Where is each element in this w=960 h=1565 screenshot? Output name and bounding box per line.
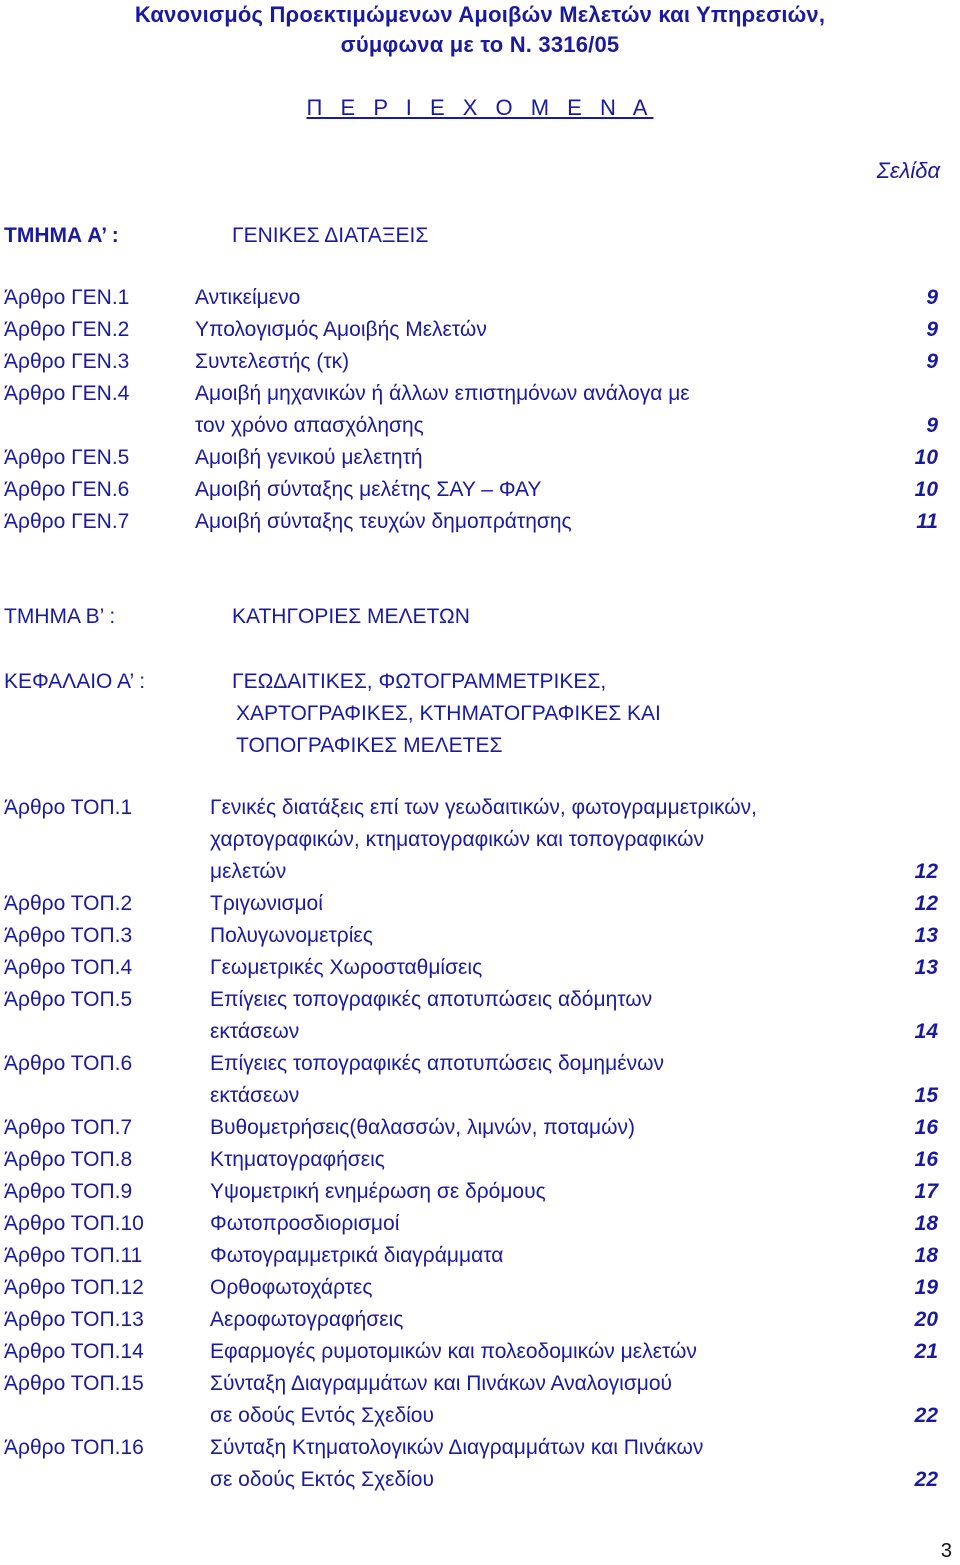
- page-number: 13: [914, 924, 938, 947]
- page-number: 13: [914, 956, 938, 979]
- page-number: 16: [914, 1148, 938, 1171]
- toc-entry[interactable]: [0, 892, 960, 922]
- article-number: Άρθρο ΤΟΠ.13: [4, 1308, 144, 1331]
- article-number: Άρθρο ΤΟΠ.1: [4, 796, 133, 819]
- article-number: Άρθρο ΤΟΠ.7: [4, 1116, 133, 1139]
- section-b-title: ΚΑΤΗΓΟΡΙΕΣ ΜΕΛΕΤΩΝ: [232, 605, 470, 628]
- toc-entry[interactable]: [0, 1340, 960, 1370]
- toc-entry[interactable]: [0, 988, 960, 1018]
- article-number: Άρθρο ΓΕΝ.6: [4, 478, 130, 501]
- toc-entry[interactable]: [0, 318, 960, 348]
- toc-entry[interactable]: [0, 382, 960, 412]
- page-number: 10: [914, 446, 938, 469]
- page-number: 22: [914, 1468, 938, 1491]
- toc-entry[interactable]: [0, 1372, 960, 1402]
- toc-entry[interactable]: [0, 510, 960, 540]
- toc-entry[interactable]: [0, 1180, 960, 1210]
- article-number: Άρθρο ΤΟΠ.2: [4, 892, 133, 915]
- page-number: 10: [914, 478, 938, 501]
- section-b-label: ΤΜΗΜΑ Β’ :: [4, 605, 116, 628]
- page-number: 9: [926, 286, 938, 309]
- article-title-continued: μελετών: [210, 860, 287, 883]
- article-title: Γενικές διατάξεις επί των γεωδαιτικών, φωτογραμμετρικών,: [210, 796, 757, 819]
- toc-entry[interactable]: [0, 1276, 960, 1306]
- page-number: 17: [914, 1180, 938, 1203]
- article-number: Άρθρο ΤΟΠ.4: [4, 956, 133, 979]
- article-title-continued: εκτάσεων: [210, 1084, 300, 1107]
- article-title-continued: τον χρόνο απασχόλησης: [195, 414, 424, 437]
- article-number: Άρθρο ΤΟΠ.8: [4, 1148, 133, 1171]
- toc-entry[interactable]: [0, 478, 960, 508]
- document-title: Κανονισμός Προεκτιμώμενων Αμοιβών Μελετών και Υπηρεσιών,: [134, 2, 826, 27]
- article-title: Σύνταξη Διαγραμμάτων και Πινάκων Αναλογισμού: [210, 1372, 673, 1395]
- toc-entry[interactable]: [0, 1148, 960, 1178]
- toc-entry[interactable]: [0, 1308, 960, 1338]
- article-title-continued: εκτάσεων: [210, 1020, 300, 1043]
- document-subtitle: σύμφωνα με το Ν. 3316/05: [340, 32, 620, 57]
- article-title: Συντελεστής (τκ): [195, 350, 350, 373]
- article-number: Άρθρο ΤΟΠ.10: [4, 1212, 144, 1235]
- chapter-a-title-line: ΤΟΠΟΓΡΑΦΙΚΕΣ ΜΕΛΕΤΕΣ: [236, 734, 503, 757]
- chapter-a-label: ΚΕΦΑΛΑΙΟ Α’ :: [4, 670, 146, 693]
- toc-entry[interactable]: [0, 956, 960, 986]
- toc-entry[interactable]: [0, 286, 960, 316]
- toc-entry[interactable]: [0, 1244, 960, 1274]
- section-a-label: ΤΜΗΜΑ Α’ :: [4, 224, 119, 247]
- article-number: Άρθρο ΓΕΝ.4: [4, 382, 130, 405]
- article-title: Επίγειες τοπογραφικές αποτυπώσεις δομημένων: [210, 1052, 664, 1075]
- page-number: 22: [914, 1404, 938, 1427]
- page-number: 14: [914, 1020, 938, 1043]
- toc-entry[interactable]: [0, 1436, 960, 1466]
- page-number: 9: [926, 414, 938, 437]
- chapter-a-title-line: ΓΕΩΔΑΙΤΙΚΕΣ, ΦΩΤΟΓΡΑΜΜΕΤΡΙΚΕΣ,: [232, 670, 607, 693]
- toc-entry[interactable]: [0, 1052, 960, 1082]
- toc-entry[interactable]: [0, 350, 960, 380]
- article-title: Αεροφωτογραφήσεις: [210, 1308, 404, 1331]
- contents-heading: Π Ε Ρ Ι Ε Χ Ο Μ Ε Ν Α: [306, 95, 654, 120]
- chapter-a-title-line: ΧΑΡΤΟΓΡΑΦΙΚΕΣ, ΚΤΗΜΑΤΟΓΡΑΦΙΚΕΣ ΚΑΙ: [236, 702, 661, 725]
- article-number: Άρθρο ΤΟΠ.15: [4, 1372, 144, 1395]
- article-title: Υπολογισμός Αμοιβής Μελετών: [195, 318, 487, 341]
- article-number: Άρθρο ΤΟΠ.6: [4, 1052, 133, 1075]
- toc-entry[interactable]: [0, 924, 960, 954]
- article-number: Άρθρο ΤΟΠ.5: [4, 988, 133, 1011]
- toc-entry[interactable]: [0, 796, 960, 826]
- page-number: 15: [914, 1084, 938, 1107]
- article-title: Κτηματογραφήσεις: [210, 1148, 385, 1171]
- page-number: 12: [914, 860, 938, 883]
- article-title: Αμοιβή μηχανικών ή άλλων επιστημόνων ανάλογα με: [195, 382, 690, 405]
- page-number: 9: [926, 318, 938, 341]
- page-number: 12: [914, 892, 938, 915]
- article-title: Αμοιβή γενικού μελετητή: [195, 446, 423, 469]
- article-title-continued: σε οδούς Εκτός Σχεδίου: [210, 1468, 434, 1491]
- page-column-header: Σελίδα: [876, 158, 940, 183]
- article-title: Ορθοφωτοχάρτες: [210, 1276, 373, 1299]
- article-number: Άρθρο ΤΟΠ.9: [4, 1180, 133, 1203]
- article-title-continued: σε οδούς Εντός Σχεδίου: [210, 1404, 434, 1427]
- article-number: Άρθρο ΤΟΠ.11: [4, 1244, 143, 1267]
- article-number: Άρθρο ΓΕΝ.2: [4, 318, 130, 341]
- article-number: Άρθρο ΤΟΠ.16: [4, 1436, 144, 1459]
- article-title: Γεωμετρικές Χωροσταθμίσεις: [210, 956, 483, 979]
- page-number: 20: [914, 1308, 938, 1331]
- article-title: Πολυγωνομετρίες: [210, 924, 373, 947]
- section-a-title: ΓΕΝΙΚΕΣ ΔΙΑΤΑΞΕΙΣ: [232, 224, 429, 247]
- page-number: 19: [914, 1276, 938, 1299]
- article-number: Άρθρο ΤΟΠ.3: [4, 924, 133, 947]
- article-title: Φωτοπροσδιορισμοί: [210, 1212, 400, 1235]
- article-title: Αντικείμενο: [195, 286, 301, 309]
- toc-entry[interactable]: [0, 446, 960, 476]
- page-number: 16: [914, 1116, 938, 1139]
- page-number: 11: [916, 510, 938, 533]
- article-number: Άρθρο ΤΟΠ.14: [4, 1340, 144, 1363]
- article-number: Άρθρο ΓΕΝ.7: [4, 510, 130, 533]
- page-number: 9: [926, 350, 938, 373]
- article-title: Βυθομετρήσεις(θαλασσών, λιμνών, ποταμών): [210, 1116, 635, 1139]
- article-title: Υψομετρική ενημέρωση σε δρόμους: [210, 1180, 546, 1203]
- article-title: Επίγειες τοπογραφικές αποτυπώσεις αδόμητων: [210, 988, 653, 1011]
- article-number: Άρθρο ΤΟΠ.12: [4, 1276, 144, 1299]
- page-number: 21: [914, 1340, 938, 1363]
- article-title: Αμοιβή σύνταξης τευχών δημοπράτησης: [195, 510, 572, 533]
- page-number: 18: [914, 1212, 938, 1235]
- page-number: 18: [914, 1244, 938, 1267]
- toc-entry[interactable]: [0, 1212, 960, 1242]
- article-title: Αμοιβή σύνταξης μελέτης ΣΑΥ – ΦΑΥ: [195, 478, 542, 501]
- article-number: Άρθρο ΓΕΝ.1: [4, 286, 130, 309]
- article-title: Εφαρμογές ρυμοτομικών και πολεοδομικών μελετών: [210, 1340, 697, 1363]
- article-title: Τριγωνισμοί: [210, 892, 323, 915]
- toc-entry[interactable]: [0, 1116, 960, 1146]
- article-number: Άρθρο ΓΕΝ.5: [4, 446, 130, 469]
- article-number: Άρθρο ΓΕΝ.3: [4, 350, 130, 373]
- article-title: Σύνταξη Κτηματολογικών Διαγραμμάτων και Πινάκων: [210, 1436, 704, 1459]
- article-title: Φωτογραμμετρικά διαγράμματα: [210, 1244, 504, 1267]
- article-title-continued: χαρτογραφικών, κτηματογραφικών και τοπογραφικών: [210, 828, 704, 851]
- footer-page-number: 3: [940, 1540, 952, 1562]
